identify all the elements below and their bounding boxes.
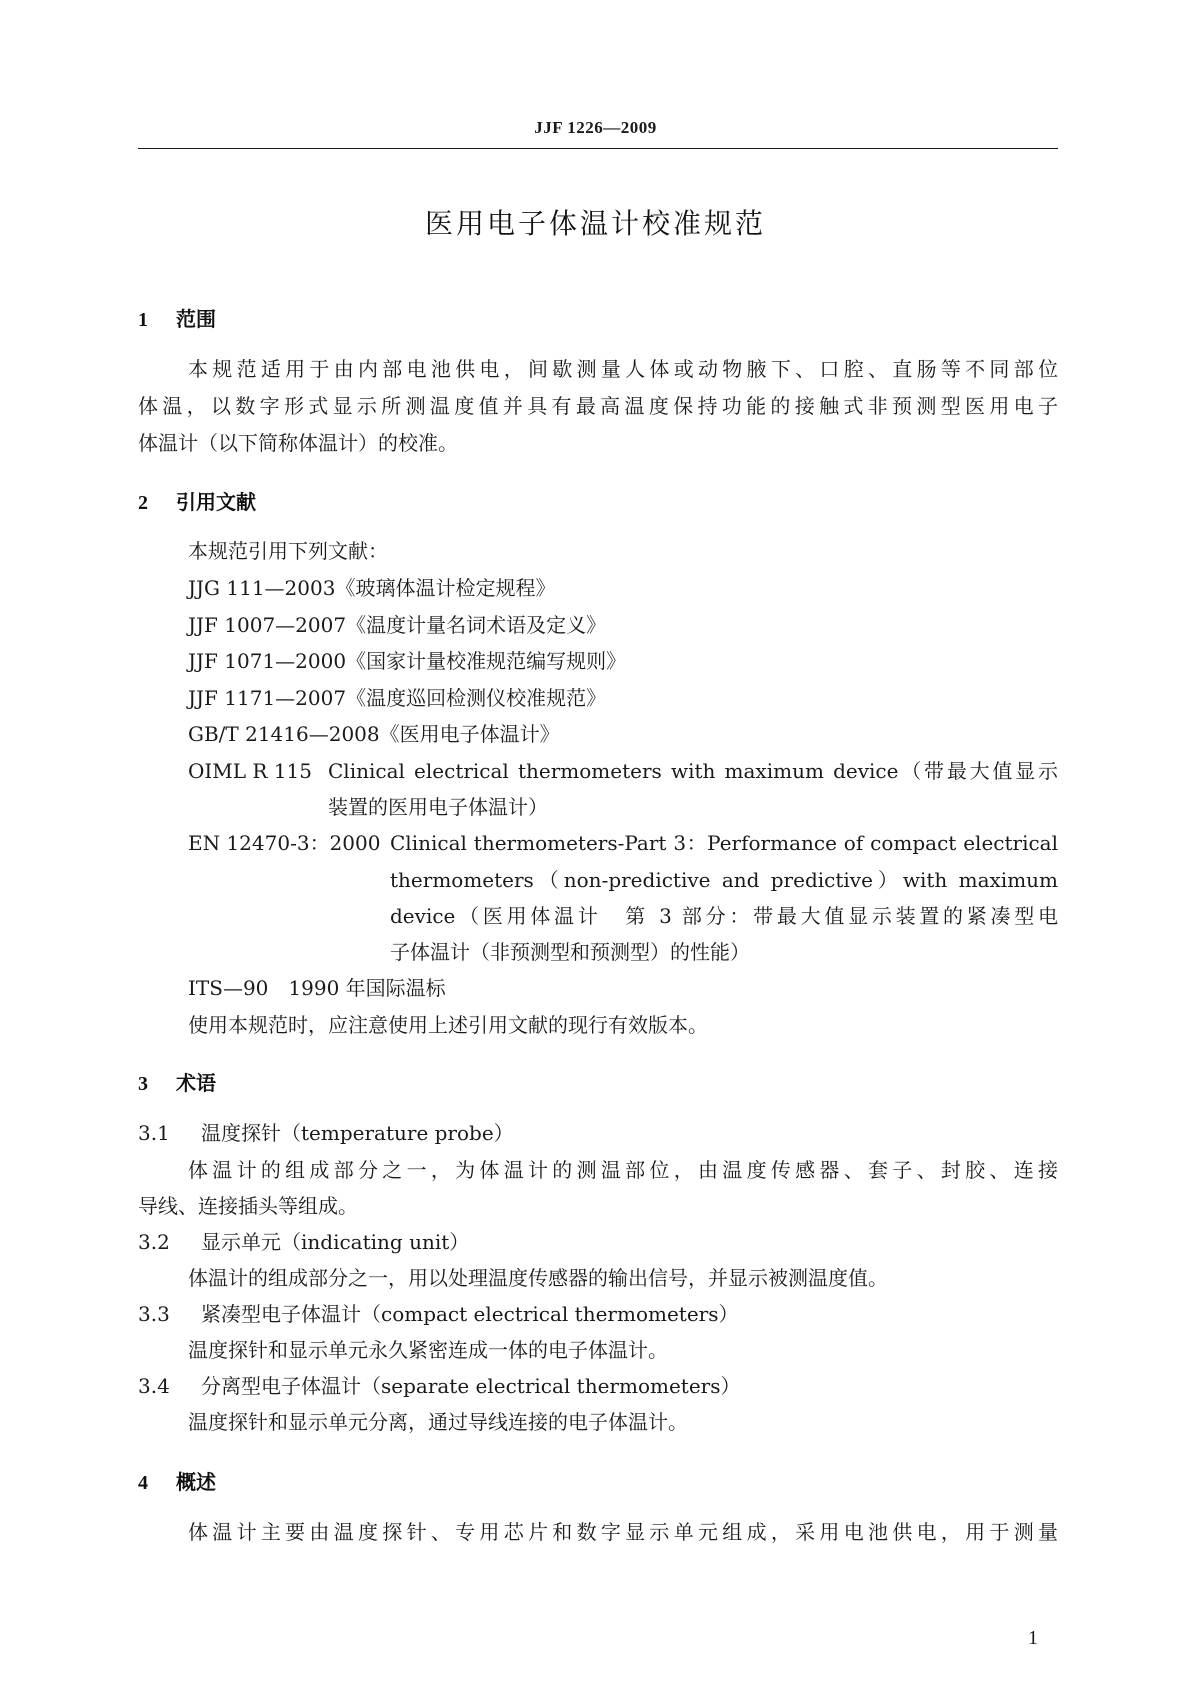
term-definition: 导线、连接插头等组成。 [138,1194,358,1218]
term-heading: 显示单元（indicating unit） [201,1230,470,1254]
term-number: 3.1 [138,1121,170,1145]
reference-title-line: thermometers（non-predictive and predictive）with maximum [390,868,1058,892]
document-code: JJF 1226—2009 [534,118,657,137]
reference-item: JJF 1007—2007《温度计量名词术语及定义》 [188,613,607,637]
page-number: 1 [1028,1627,1038,1649]
section-title: 概述 [176,1470,216,1494]
section-title: 引用文献 [176,490,256,514]
term-number: 3.2 [138,1230,170,1254]
term-heading: 分离型电子体温计（separate electrical thermometers） [201,1374,741,1398]
paragraph-line: 本规范适用于由内部电池供电，间歇测量人体或动物腋下、口腔、直肠等不同部位 [188,357,1058,381]
section-title: 范围 [176,307,216,331]
term-definition: 温度探针和显示单元分离，通过导线连接的电子体温计。 [188,1410,688,1434]
paragraph-line: 体温计主要由温度探针、专用芯片和数字显示单元组成，采用电池供电，用于测量 [188,1520,1058,1544]
reference-item: JJF 1171—2007《温度巡回检测仪校准规范》 [188,686,607,710]
reference-item: JJF 1071—2000《国家计量校准规范编写规则》 [188,649,627,673]
section-1-heading [138,303,216,332]
paragraph-line: 体温计（以下简称体温计）的校准。 [138,431,458,455]
reference-code: OIML R 115 [188,759,313,783]
reference-title-line: device（医用体温计 第 3 部分：带最大值显示装置的紧凑型电 [390,904,1058,928]
term-definition: 温度探针和显示单元永久紧密连成一体的电子体温计。 [188,1338,668,1362]
reference-code: EN 12470-3：2000 [188,831,381,855]
document-title: 医用电子体温计校准规范 [424,207,766,240]
section-title: 术语 [176,1071,216,1095]
section-number: 1 [138,309,148,331]
section-number: 3 [138,1073,148,1095]
section-2-heading [138,486,256,515]
term-number: 3.4 [138,1374,170,1398]
header-divider [138,148,1058,149]
paragraph-line: 体温，以数字形式显示所测温度值并具有最高温度保持功能的接触式非预测型医用电子 [138,394,1058,418]
reference-title-line: 装置的医用电子体温计） [328,795,548,819]
term-definition: 体温计的组成部分之一，为体温计的测温部位，由温度传感器、套子、封胶、连接 [188,1158,1058,1182]
reference-item: JJG 111—2003《玻璃体温计检定规程》 [188,576,556,600]
section-3-heading [138,1067,216,1096]
term-number: 3.3 [138,1302,170,1326]
references-note: 使用本规范时，应注意使用上述引用文献的现行有效版本。 [188,1013,708,1037]
reference-title-line: Clinical thermometers-Part 3：Performance of compact electrical [390,831,1058,855]
reference-title-line: Clinical electrical thermometers with maximum device（带最大值显示 [328,759,1058,783]
section-number: 2 [138,492,148,514]
reference-title-line: 子体温计（非预测型和预测型）的性能） [390,940,750,964]
term-heading: 温度探针（temperature probe） [201,1121,514,1145]
reference-item: ITS—90 1990 年国际温标 [188,976,446,1000]
section-number: 4 [138,1472,148,1494]
section-4-heading [138,1466,216,1495]
term-heading: 紧凑型电子体温计（compact electrical thermometers） [201,1302,739,1326]
references-intro: 本规范引用下列文献： [188,539,388,563]
reference-item: GB/T 21416—2008《医用电子体温计》 [188,722,560,746]
term-definition: 体温计的组成部分之一，用以处理温度传感器的输出信号，并显示被测温度值。 [188,1266,888,1290]
